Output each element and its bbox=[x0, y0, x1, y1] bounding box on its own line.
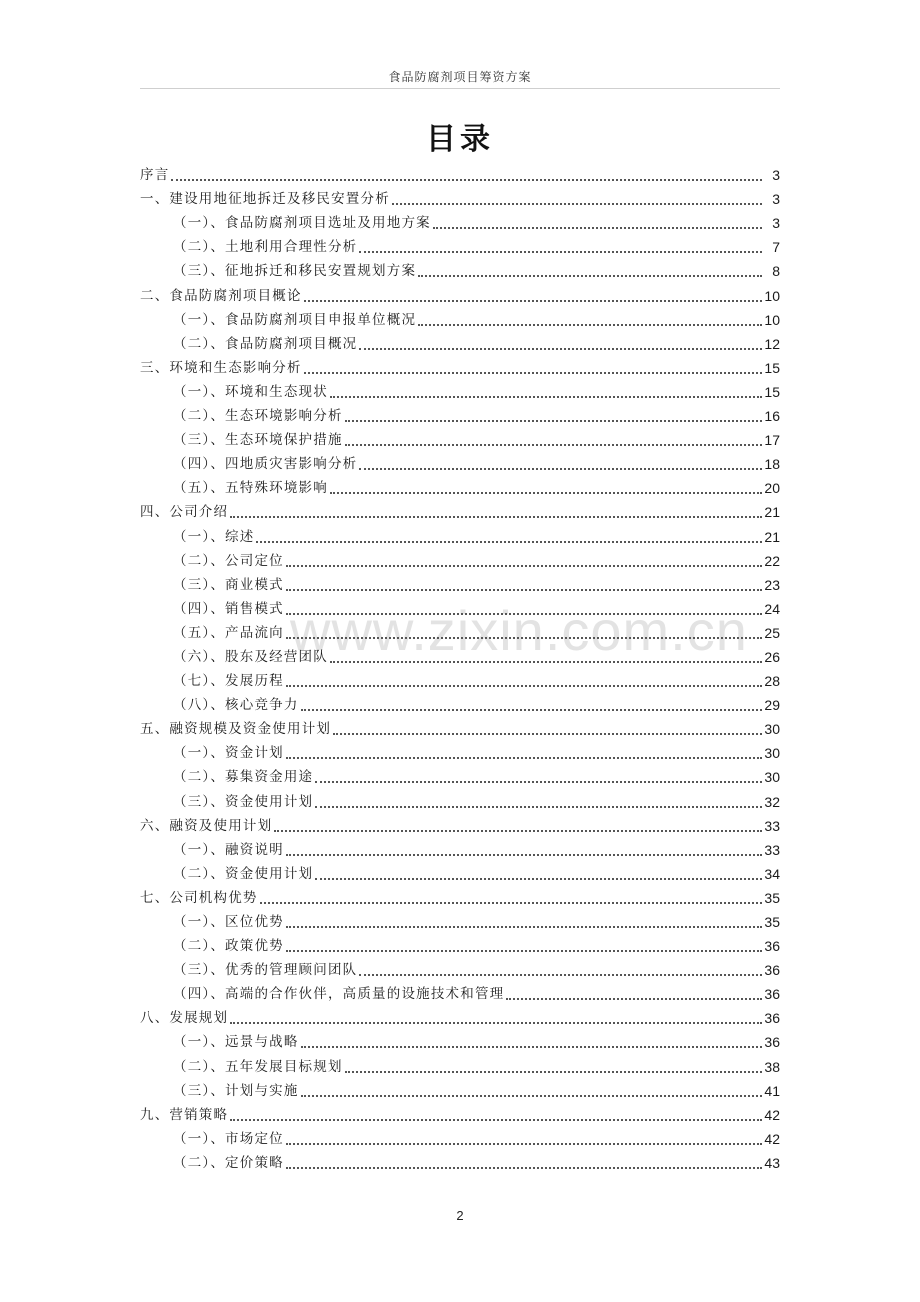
toc-entry-label: （三）、计划与实施 bbox=[173, 1082, 299, 1099]
toc-entry-label: 二、食品防腐剂项目概论 bbox=[140, 287, 302, 304]
toc-entry-page-number: 36 bbox=[764, 986, 780, 1003]
toc-entry-label: （八）、核心竞争力 bbox=[173, 697, 299, 714]
toc-entry-label: 一、建设用地征地拆迁及移民安置分析 bbox=[140, 191, 390, 208]
toc-subsection-entry[interactable] bbox=[140, 1027, 780, 1051]
toc-entry-page-number: 25 bbox=[764, 624, 780, 641]
toc-entry-label: （三）、征地拆迁和移民安置规划方案 bbox=[173, 263, 417, 280]
header-divider bbox=[140, 88, 780, 89]
toc-dot-leader bbox=[304, 372, 762, 374]
toc-entry-page-number: 34 bbox=[764, 865, 780, 882]
toc-entry-label: （一）、融资说明 bbox=[173, 841, 284, 858]
toc-entry-page-number: 36 bbox=[764, 938, 780, 955]
toc-entry-page-number: 43 bbox=[764, 1154, 780, 1171]
toc-dot-leader bbox=[230, 1119, 762, 1121]
toc-entry-label: 五、融资规模及资金使用计划 bbox=[140, 721, 332, 738]
toc-section-entry[interactable] bbox=[140, 497, 780, 521]
toc-dot-leader bbox=[286, 1167, 762, 1169]
toc-entry-label: （二）、生态环境影响分析 bbox=[173, 408, 343, 425]
toc-subsection-entry[interactable] bbox=[140, 1148, 780, 1172]
toc-entry-page-number: 18 bbox=[764, 456, 780, 473]
toc-dot-leader bbox=[256, 541, 762, 543]
toc-entry-page-number: 22 bbox=[764, 552, 780, 569]
toc-entry-page-number: 12 bbox=[764, 335, 780, 352]
toc-dot-leader bbox=[345, 420, 762, 422]
toc-dot-leader bbox=[359, 348, 762, 350]
toc-entry-label: （五）、五特殊环境影响 bbox=[173, 480, 328, 497]
toc-entry-label: （三）、优秀的管理顾问团队 bbox=[173, 962, 358, 979]
toc-subsection-entry[interactable] bbox=[140, 473, 780, 497]
toc-dot-leader bbox=[230, 516, 762, 518]
running-header: 食品防腐剂项目筹资方案 bbox=[388, 70, 532, 84]
toc-entry-label: （一）、食品防腐剂项目申报单位概况 bbox=[173, 311, 417, 328]
toc-entry-page-number: 33 bbox=[764, 817, 780, 834]
toc-entry-label: （三）、资金使用计划 bbox=[173, 793, 314, 810]
toc-entry-label: （一）、食品防腐剂项目选址及用地方案 bbox=[173, 215, 431, 232]
toc-subsection-entry[interactable] bbox=[140, 907, 780, 931]
toc-entry-page-number: 16 bbox=[764, 408, 780, 425]
toc-entry-page-number: 32 bbox=[764, 793, 780, 810]
toc-entry-label: （二）、五年发展目标规划 bbox=[173, 1058, 343, 1075]
toc-entry-page-number: 26 bbox=[764, 648, 780, 665]
toc-subsection-entry[interactable] bbox=[140, 955, 780, 979]
toc-entry-page-number: 28 bbox=[764, 673, 780, 690]
toc-entry-page-number: 23 bbox=[764, 576, 780, 593]
toc-entry-label: （一）、综述 bbox=[173, 528, 255, 545]
toc-entry-page-number: 35 bbox=[764, 889, 780, 906]
toc-subsection-entry[interactable] bbox=[140, 690, 780, 714]
toc-entry-page-number: 10 bbox=[764, 311, 780, 328]
toc-dot-leader bbox=[260, 902, 762, 904]
toc-entry-page-number: 3 bbox=[772, 215, 780, 232]
toc-section-entry[interactable] bbox=[140, 1100, 780, 1124]
toc-subsection-entry[interactable] bbox=[140, 305, 780, 329]
toc-subsection-entry[interactable] bbox=[140, 521, 780, 545]
toc-dot-leader bbox=[333, 733, 762, 735]
toc-subsection-entry[interactable] bbox=[140, 208, 780, 232]
toc-entry-label: （一）、环境和生态现状 bbox=[173, 383, 328, 400]
toc-entry-page-number: 21 bbox=[764, 528, 780, 545]
toc-entry-label: （四）、高端的合作伙伴，高质量的设施技术和管理 bbox=[173, 986, 505, 1003]
toc-subsection-entry[interactable] bbox=[140, 786, 780, 810]
toc-entry-page-number: 3 bbox=[772, 191, 780, 208]
page-title: 目录 bbox=[426, 122, 494, 157]
toc-entry-page-number: 38 bbox=[764, 1058, 780, 1075]
toc-subsection-entry[interactable] bbox=[140, 835, 780, 859]
toc-entry-page-number: 35 bbox=[764, 914, 780, 930]
toc-subsection-entry[interactable] bbox=[140, 570, 780, 594]
toc-dot-leader bbox=[304, 300, 762, 302]
toc-entry-page-number: 36 bbox=[764, 1034, 780, 1051]
toc-dot-leader bbox=[286, 565, 762, 567]
toc-dot-leader bbox=[359, 974, 762, 976]
toc-entry-page-number: 30 bbox=[764, 721, 780, 738]
toc-subsection-entry[interactable] bbox=[140, 738, 780, 762]
toc-entry-label: （二）、土地利用合理性分析 bbox=[173, 239, 358, 256]
toc-subsection-entry[interactable] bbox=[140, 401, 780, 425]
toc-entry-page-number: 30 bbox=[764, 745, 780, 762]
watermark: www.zixin.com.cn bbox=[290, 599, 748, 662]
toc-subsection-entry[interactable] bbox=[140, 449, 780, 473]
toc-entry-page-number: 20 bbox=[764, 480, 780, 497]
toc-dot-leader bbox=[418, 324, 762, 326]
toc-dot-leader bbox=[330, 396, 762, 398]
toc-dot-leader bbox=[330, 661, 762, 663]
toc-subsection-entry[interactable] bbox=[140, 642, 780, 666]
toc-entry-label: 序言 bbox=[140, 167, 170, 184]
toc-section-entry[interactable] bbox=[140, 280, 780, 304]
toc-dot-leader bbox=[345, 444, 762, 446]
toc-entry-page-number: 17 bbox=[764, 432, 780, 449]
toc-entry-page-number: 10 bbox=[764, 287, 780, 304]
toc-dot-leader bbox=[286, 685, 762, 687]
toc-entry-page-number: 42 bbox=[764, 1130, 780, 1147]
toc-entry-page-number: 3 bbox=[772, 167, 780, 184]
toc-section-entry[interactable] bbox=[140, 1003, 780, 1027]
toc-entry-label: （一）、资金计划 bbox=[173, 745, 284, 762]
toc-entry-page-number: 42 bbox=[764, 1106, 780, 1123]
toc-dot-leader bbox=[301, 1046, 762, 1048]
toc-subsection-entry[interactable] bbox=[140, 594, 780, 618]
toc-entry-label: 八、发展规划 bbox=[140, 1010, 229, 1027]
toc-dot-leader bbox=[171, 179, 762, 181]
toc-entry-label: （二）、政策优势 bbox=[173, 938, 284, 955]
toc-subsection-entry[interactable] bbox=[140, 1124, 780, 1148]
page-number: 2 bbox=[456, 1208, 464, 1223]
toc-section-entry[interactable] bbox=[140, 811, 780, 835]
toc-subsection-entry[interactable] bbox=[140, 232, 780, 256]
toc-subsection-entry[interactable] bbox=[140, 1051, 780, 1075]
toc-dot-leader bbox=[433, 227, 762, 229]
toc-entry-page-number: 15 bbox=[764, 359, 780, 376]
toc-dot-leader bbox=[359, 468, 762, 470]
toc-entry-label: （二）、公司定位 bbox=[173, 552, 284, 569]
toc-subsection-entry[interactable] bbox=[140, 859, 780, 883]
toc-dot-leader bbox=[286, 854, 762, 856]
toc-dot-leader bbox=[286, 637, 762, 639]
toc-entry-label: 三、环境和生态影响分析 bbox=[140, 359, 302, 376]
toc-dot-leader bbox=[315, 878, 762, 880]
toc-entry-page-number: 15 bbox=[764, 383, 780, 400]
toc-entry-label: （六）、股东及经营团队 bbox=[173, 648, 328, 665]
toc-section-entry[interactable] bbox=[140, 184, 780, 208]
toc-subsection-entry[interactable] bbox=[140, 979, 780, 1003]
table-of-contents bbox=[140, 160, 780, 1172]
toc-subsection-entry[interactable] bbox=[140, 931, 780, 955]
toc-entry-page-number: 33 bbox=[764, 841, 780, 858]
toc-entry-label: 九、营销策略 bbox=[140, 1106, 229, 1123]
toc-entry-label: （二）、募集资金用途 bbox=[173, 769, 314, 786]
toc-dot-leader bbox=[359, 251, 762, 253]
toc-dot-leader bbox=[286, 926, 762, 928]
toc-subsection-entry[interactable] bbox=[140, 666, 780, 690]
toc-dot-leader bbox=[286, 757, 762, 759]
toc-entry-label: 七、公司机构优势 bbox=[140, 889, 258, 906]
toc-entry-label: （七）、发展历程 bbox=[173, 673, 284, 690]
toc-subsection-entry[interactable] bbox=[140, 618, 780, 642]
toc-dot-leader bbox=[301, 709, 762, 711]
toc-section-entry[interactable] bbox=[140, 160, 780, 184]
toc-entry-page-number: 30 bbox=[764, 769, 780, 786]
toc-dot-leader bbox=[392, 203, 762, 205]
toc-entry-label: （三）、生态环境保护措施 bbox=[173, 432, 343, 449]
toc-subsection-entry[interactable] bbox=[140, 425, 780, 449]
toc-entry-page-number: 21 bbox=[764, 504, 780, 521]
toc-section-entry[interactable] bbox=[140, 714, 780, 738]
toc-dot-leader bbox=[330, 492, 762, 494]
toc-dot-leader bbox=[286, 589, 762, 591]
toc-dot-leader bbox=[418, 275, 762, 277]
toc-dot-leader bbox=[230, 1022, 762, 1024]
toc-entry-label: （一）、远景与战略 bbox=[173, 1034, 299, 1051]
toc-dot-leader bbox=[274, 830, 762, 832]
toc-entry-page-number: 36 bbox=[764, 962, 780, 979]
toc-entry-page-number: 7 bbox=[772, 239, 780, 256]
toc-subsection-entry[interactable] bbox=[140, 329, 780, 353]
toc-dot-leader bbox=[286, 613, 762, 615]
toc-entry-label: （三）、商业模式 bbox=[173, 576, 284, 593]
toc-entry-page-number: 8 bbox=[772, 263, 780, 280]
toc-section-entry[interactable] bbox=[140, 353, 780, 377]
toc-dot-leader bbox=[506, 998, 762, 1000]
toc-subsection-entry[interactable] bbox=[140, 256, 780, 280]
toc-entry-label: （四）、四地质灾害影响分析 bbox=[173, 456, 358, 473]
toc-entry-label: （一）、市场定位 bbox=[173, 1130, 284, 1147]
toc-entry-label: （二）、资金使用计划 bbox=[173, 865, 314, 882]
toc-subsection-entry[interactable] bbox=[140, 546, 780, 570]
toc-entry-label: （二）、食品防腐剂项目概况 bbox=[173, 335, 358, 352]
toc-entry-label: 四、公司介绍 bbox=[140, 504, 229, 521]
toc-entry-label: （五）、产品流向 bbox=[173, 624, 284, 641]
toc-entry-page-number: 36 bbox=[764, 1010, 780, 1027]
toc-entry-page-number: 41 bbox=[764, 1082, 780, 1099]
toc-subsection-entry[interactable] bbox=[140, 762, 780, 786]
toc-entry-label: （一）、区位优势 bbox=[173, 914, 284, 930]
toc-dot-leader bbox=[315, 781, 762, 783]
toc-entry-label: （四）、销售模式 bbox=[173, 600, 284, 617]
toc-subsection-entry[interactable] bbox=[140, 1076, 780, 1100]
toc-subsection-entry[interactable] bbox=[140, 377, 780, 401]
toc-section-entry[interactable] bbox=[140, 883, 780, 907]
toc-entry-label: 六、融资及使用计划 bbox=[140, 817, 273, 834]
toc-dot-leader bbox=[301, 1095, 762, 1097]
toc-dot-leader bbox=[345, 1071, 762, 1073]
toc-entry-page-number: 29 bbox=[764, 697, 780, 714]
toc-dot-leader bbox=[286, 1143, 762, 1145]
toc-dot-leader bbox=[315, 806, 762, 808]
toc-dot-leader bbox=[286, 950, 762, 952]
toc-entry-page-number: 24 bbox=[764, 600, 780, 617]
toc-entry-label: （二）、定价策略 bbox=[173, 1154, 284, 1171]
